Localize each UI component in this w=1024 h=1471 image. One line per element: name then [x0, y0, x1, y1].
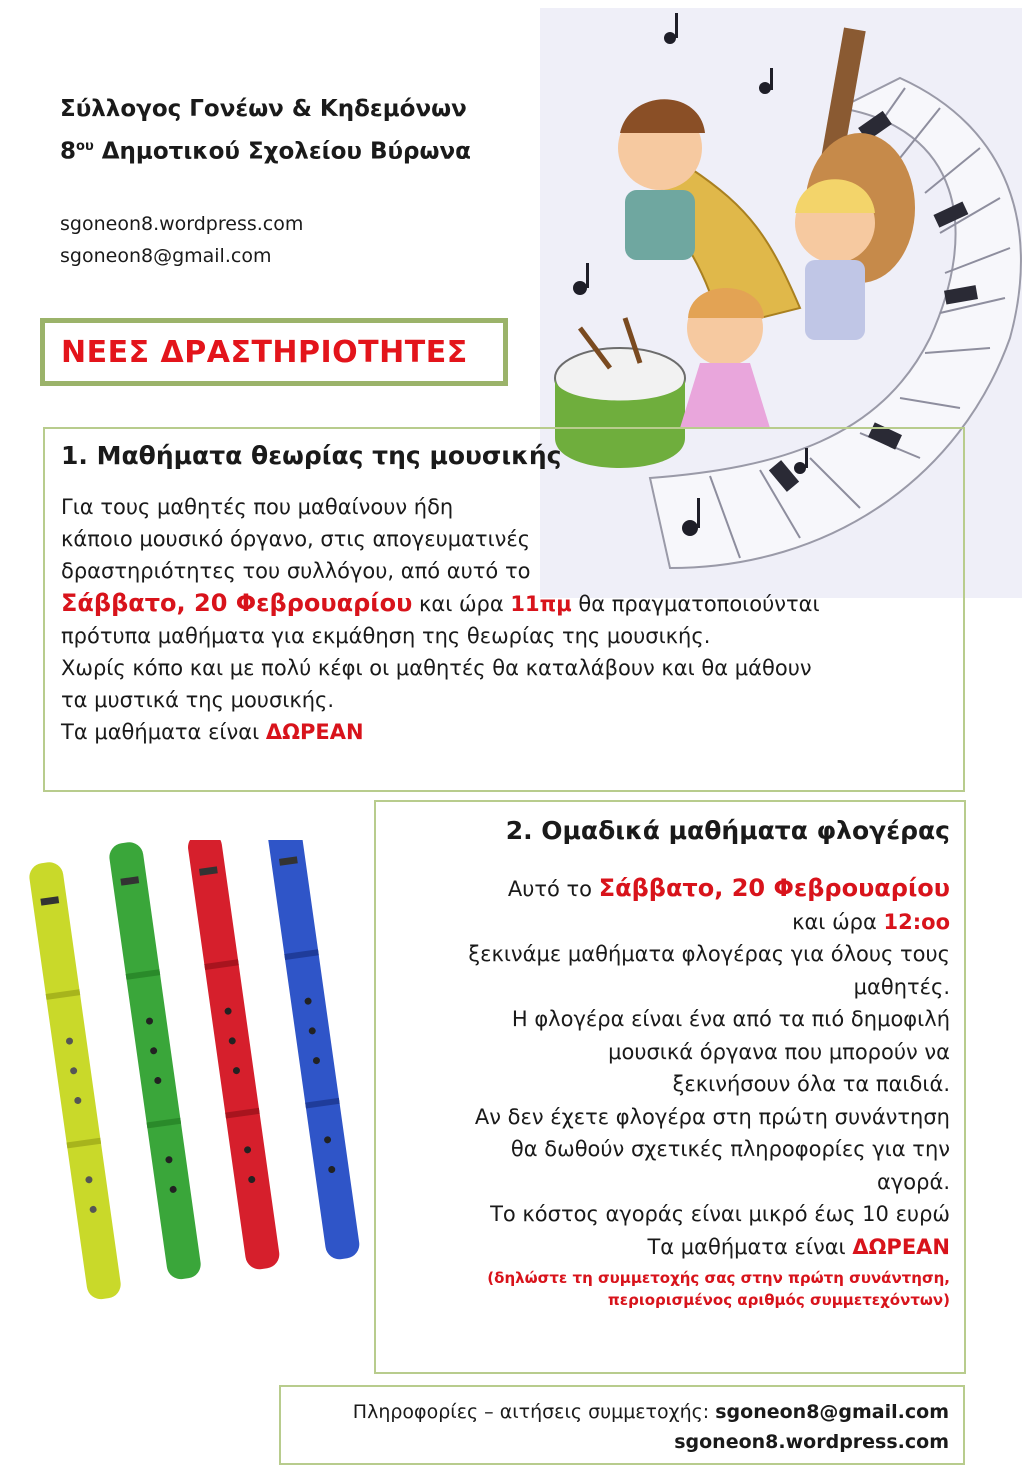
org-line-2 [60, 128, 471, 171]
headline-text: ΝΕΕΣ ΔΡΑΣΤΗΡΙΟΤΗΤΕΣ [61, 334, 468, 370]
section1-line: Για τους μαθητές που μαθαίνουν ήδη [61, 495, 454, 519]
note-line-2: περιορισμένος αριθμός συμμετεχόντων) [607, 1291, 950, 1309]
footer-line-1 [281, 1397, 949, 1427]
section-recorder-lessons [374, 800, 966, 1374]
section2-line: ξεκινάμε μαθήματα φλογέρας για όλους τους [468, 942, 950, 966]
section2-date: Σάββατο, 20 Φεβρουαρίου [598, 874, 950, 902]
section2-line: μουσικά όργανα που μπορούν να [608, 1039, 950, 1064]
footer-website: sgoneon8.wordpress.com [674, 1431, 949, 1453]
footer-email: sgoneon8@gmail.com [715, 1401, 949, 1423]
section1-free: ΔΩΡΕΑΝ [265, 720, 364, 744]
section2-line: αγορά. [877, 1169, 950, 1194]
section1-date-line [61, 587, 820, 620]
section1-line: τα μυστικά της μουσικής. [61, 688, 335, 712]
contact-info [60, 208, 303, 272]
organization-name [60, 90, 471, 171]
headline-box [40, 318, 508, 386]
footer-label: Πληροφορίες – αιτήσεις συμμετοχής: [352, 1401, 716, 1423]
section2-title: 2. Ομαδικά μαθήματα φλογέρας [505, 816, 950, 845]
section2-time: 12:οο [883, 909, 950, 934]
section2-time-prefix: και ώρα [792, 909, 884, 934]
org-grade-suffix: ου [76, 139, 94, 154]
section1-time: 11πμ [510, 592, 572, 616]
section2-line: Η φλογέρα είναι ένα από τα πιό δημοφιλή [511, 1007, 950, 1031]
section1-free-line [61, 716, 820, 748]
org-grade-number: 8 [60, 138, 77, 165]
recorder-flutes-image [20, 840, 380, 1320]
section2-date-prefix: Αυτό το [507, 877, 599, 901]
section1-title: 1. Μαθήματα θεωρίας της μουσικής [61, 441, 562, 470]
section2-body [390, 872, 950, 1311]
section-music-theory [43, 427, 965, 792]
section1-free-prefix: Τα μαθήματα είναι [61, 720, 266, 744]
section1-date: Σάββατο, 20 Φεβρουαρίου [61, 589, 413, 617]
section1-line: κάποιο μουσικό όργανο, στις απογευματινές [61, 527, 531, 551]
section2-time-line [390, 906, 950, 939]
section2-date-line [390, 872, 950, 906]
website-text: sgoneon8.wordpress.com [60, 213, 304, 235]
section2-line: θα δωθούν σχετικές πληροφορίες για την [510, 1137, 950, 1161]
note-line-1: (δηλώστε τη συμμετοχής σας στην πρώτη συνάντηση, [487, 1269, 950, 1287]
org-school-name: Δημοτικού Σχολείου Βύρωνα [93, 138, 471, 165]
section1-body [61, 491, 820, 748]
email-text: sgoneon8@gmail.com [60, 245, 272, 267]
org-line-1: Σύλλογος Γονέων & Κηδεμόνων [60, 96, 467, 122]
participation-note [390, 1267, 950, 1311]
section2-line: Αν δεν έχετε φλογέρα στη πρώτη συνάντηση [474, 1104, 950, 1129]
section1-line: Χωρίς κόπο και με πολύ κέφι οι μαθητές θα καταλάβουν και θα μάθουν [61, 656, 812, 680]
footer-info-box [279, 1385, 965, 1465]
section1-line: δραστηριότητες του συλλόγου, από αυτό το [61, 559, 531, 583]
footer-line-2 [281, 1427, 949, 1457]
section2-line: Το κόστος αγοράς είναι μικρό έως 10 ευρώ [490, 1202, 950, 1226]
section1-time-prefix: και ώρα [412, 592, 511, 616]
section1-line: πρότυπα μαθήματα για εκμάθηση της θεωρίας της μουσικής. [61, 624, 711, 648]
section2-line: ξεκινήσουν όλα τα παιδιά. [672, 1072, 950, 1096]
section2-line: μαθητές. [853, 974, 950, 999]
section2-free-prefix: Τα μαθήματα είναι [647, 1234, 853, 1259]
section2-free: ΔΩΡΕΑΝ [852, 1234, 950, 1259]
section1-time-suffix: θα πραγματοποιούνται [571, 592, 820, 616]
section2-free-line [390, 1231, 950, 1264]
